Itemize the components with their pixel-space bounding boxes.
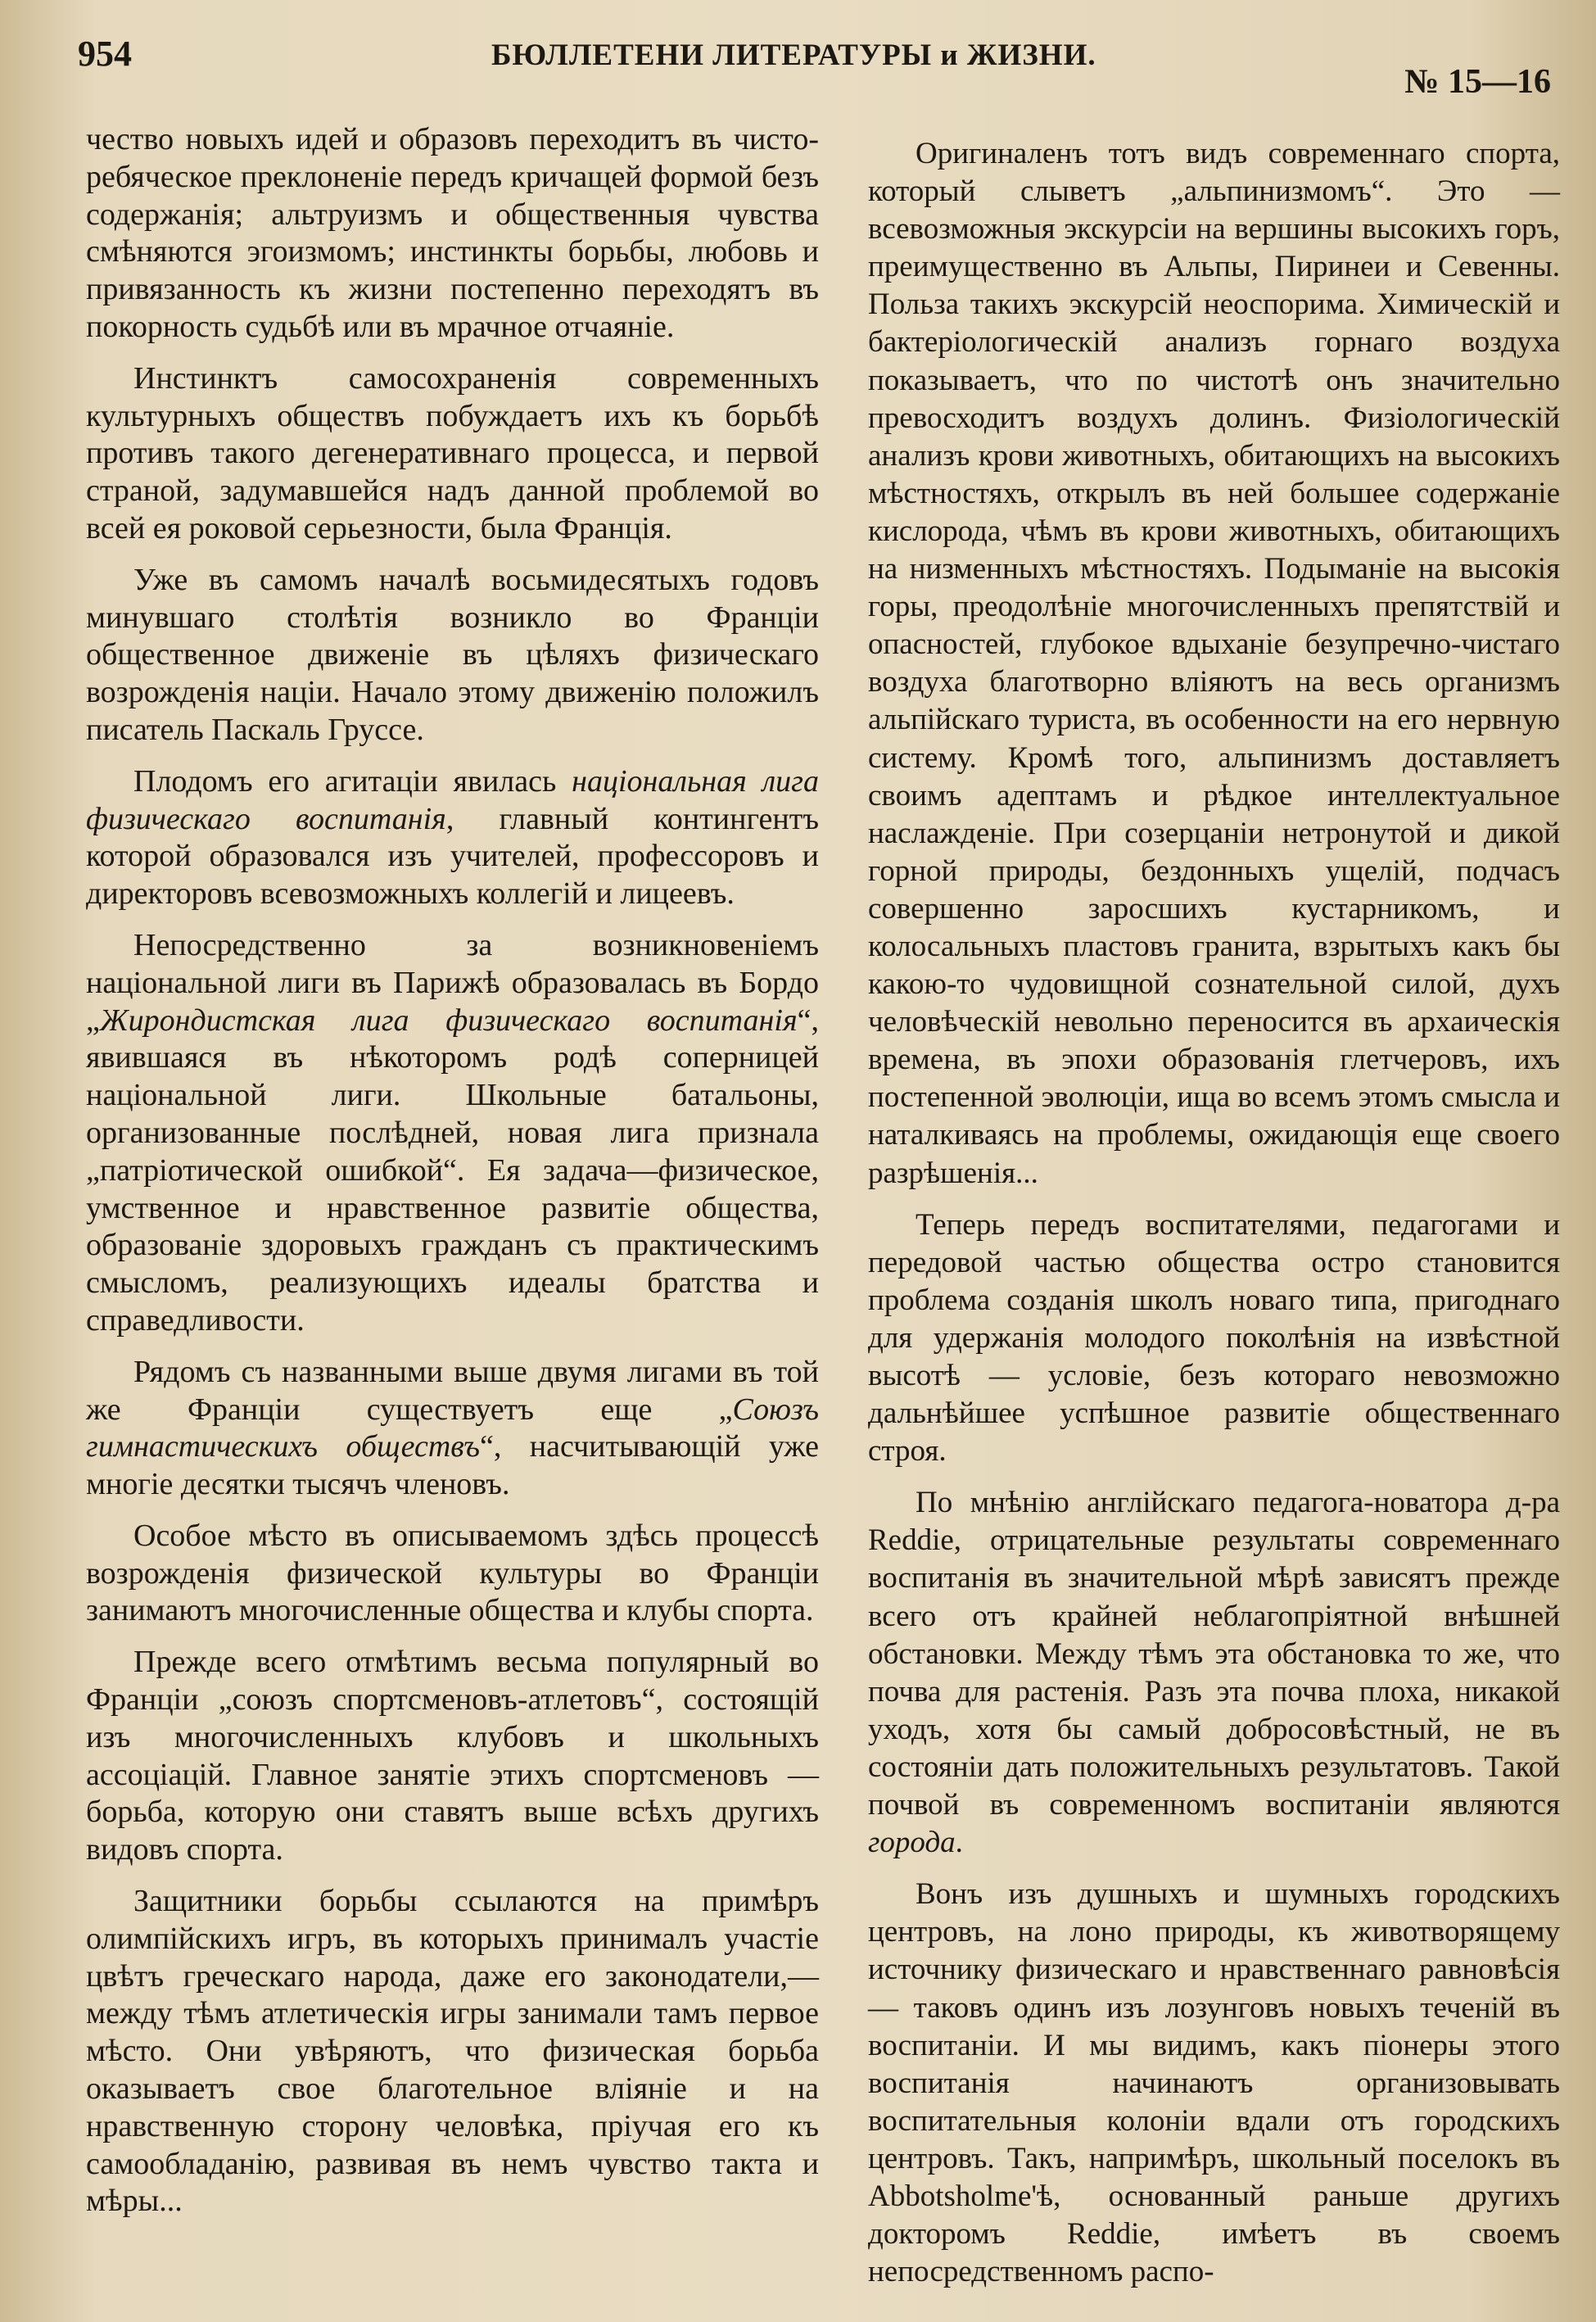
paragraph: [868, 1876, 1560, 2291]
italic-text: національная лига физическаго воспитанія: [86, 763, 819, 836]
running-title: БЮЛЛЕТЕНИ ЛИТЕРАТУРЫ и ЖИЗНИ.: [491, 38, 1096, 72]
text-run: Плодомъ его агитаціи явилась: [133, 763, 572, 799]
paragraph: [868, 1206, 1560, 1471]
text-run: “, явившаяся въ нѣкоторомъ родѣ соперницей національной лиги. Школьные батальоны, организованные послѣдней, новая лига признала „патріотической ошибкой“. Ея задача—физическое, умственное и нравственное развитіе общества, образованіе здоровыхъ гражданъ съ практическимъ смысломъ, реализующихъ идеалы братства и справедливости.: [86, 1003, 819, 1338]
text-run: Прежде всего отмѣтимъ весьма популярный во Франціи „союзъ спортсменовъ-атлетовъ“, состоящій изъ многочисленныхъ клубовъ и школьныхъ ассоціацій. Главное занятіе этихъ спортсменовъ — борьба, которую они ставятъ выше всѣхъ другихъ видовъ спорта.: [86, 1645, 819, 1867]
italic-text: Союзъ гимнастическихъ обществъ: [86, 1392, 819, 1464]
text-run: Инстинктъ самосохраненія современныхъ культурныхъ обществъ побуждаетъ ихъ къ борьбѣ противъ такого дегенеративнаго процесса, и первой страной, задумавшейся надъ данной проблемой во всей ея роковой серьезности, была Франція.: [86, 360, 819, 545]
text-run: Оригиналенъ тотъ видъ современнаго спорта, который слыветъ „альпинизмомъ“. Это — всевозможныя экскурсіи на вершины высокихъ горъ, преимущественно въ Альпы, Пиринеи и Севенны. Польза такихъ экскурсій неоспорима. Химическій и бактеріологическій анализъ горнаго воздуха показываетъ, что по чистотѣ онъ значительно превосходитъ воздухъ долинъ. Физіологическій анализъ крови животныхъ, обитающихъ на высокихъ мѣстностяхъ, открылъ въ ней большее содержаніе кислорода, чѣмъ въ крови животныхъ, обитающихъ на низменныхъ мѣстностяхъ. Подыманіе на высокія горы, преодолѣніе многочисленныхъ препятствій и опасностей, глубокое вдыханіе безупречно-чистаго воздуха благотворно вліяютъ на весь организмъ альпійскаго туриста, въ особенности на его нервную систему. Кромѣ того, альпинизмъ доставляетъ своимъ адептамъ и рѣдкое интеллектуальное наслажденіе. При созерцаніи нетронутой и дикой горной природы, бездонныхъ ущелій, подчасъ совершенно заросшихъ кустарникомъ, и колосальныхъ пластовъ гранита, взрытыхъ какъ бы какою-то чудовищной сознательной силой, духъ человѣческій невольно переносится въ архаическія времена, въ эпохи образованія глетчеровъ, ихъ постепенной эволюціи, ища во всемъ этомъ смысла и наталкиваясь на проблемы, ожидающія еще своего разрѣшенія...: [868, 137, 1560, 1190]
text-run: Вонъ изъ душныхъ и шумныхъ городскихъ центровъ, на лоно природы, къ животворящему источнику физическаго и нравственнаго равновѣсія — таковъ одинъ изъ лозунговъ новыхъ теченій въ воспитаніи. И мы видимъ, какъ піонеры этого воспитанія начинаютъ организовывать воспитательныя колоніи вдали отъ городскихъ центровъ. Такъ, напримѣръ, школьный поселокъ въ Abbotsholme'ѣ, основанный раньше другихъ докторомъ Reddie, имѣетъ въ своемъ непосредственномъ распо-: [868, 1877, 1560, 2289]
paragraph: [86, 763, 819, 913]
paragraph: [86, 360, 819, 548]
paragraph: [86, 562, 819, 749]
issue-number: № 15—16: [1404, 63, 1551, 101]
text-run: , главный контингентъ которой образовался изъ учителей, профессоровъ и директоровъ всевозможныхъ коллегій и лицеевъ.: [86, 801, 819, 912]
text-run: Уже въ самомъ началѣ восьмидесятыхъ годовъ минувшаго столѣтія возникло во Франціи общественное движеніе въ цѣляхъ физическаго возрожденія націи. Начало этому движенію положилъ писатель Паскаль Груссе.: [86, 562, 819, 747]
left-column: [86, 121, 819, 2234]
paragraph: [86, 121, 819, 346]
paragraph: [868, 135, 1560, 1193]
paragraph: [86, 1883, 819, 2220]
text-run: Защитники борьбы ссылаются на примѣръ олимпійскихъ игръ, въ которыхъ принималъ участіе цвѣтъ греческаго народа, даже его законодатели,— между тѣмъ атлетическія игры занимали тамъ первое мѣсто. Они увѣряютъ, что физическая борьба оказываетъ свое благотельное вліяніе и на нравственную сторону человѣка, пріучая его къ самообладанію, развивая въ немъ чувство такта и мѣры...: [86, 1884, 819, 2219]
page-header: [78, 33, 1563, 101]
text-run: Особое мѣсто въ описываемомъ здѣсь процессѣ возрожденія физической культуры во Франціи занимаютъ многочисленные общества и клубы спорта.: [86, 1518, 819, 1628]
text-run: чество новыхъ идей и образовъ переходитъ въ чисто-ребяческое преклоненіе передъ кричащей формой безъ содержанія; альтруизмъ и общественныя чувства смѣняются эгоизмомъ; инстинкты борьбы, любовь и привязанность къ жизни постепенно переходятъ въ покорность судьбѣ или въ мрачное отчаяніе.: [86, 122, 819, 344]
right-column: [868, 135, 1560, 2305]
paragraph: [868, 1484, 1560, 1862]
paragraph: [86, 927, 819, 1340]
paragraph: [86, 1644, 819, 1869]
text-run: По мнѣнію англійскаго педагога-новатора д-ра Reddie, отрицательные результаты современнаго воспитанія въ значительной мѣрѣ зависятъ прежде всего отъ крайней неблагопріятной внѣшней обстановки. Между тѣмъ эта обстановка то же, что почва для растенія. Разъ эта почва плоха, никакой уходъ, хотя бы самый добросовѣстный, не въ состояніи дать положительныхъ результатовъ. Такой почвой въ современномъ воспитаніи являются: [868, 1486, 1560, 1822]
text-run: “, насчитывающій уже многіе десятки тысячъ членовъ.: [86, 1429, 819, 1502]
paragraph: [86, 1518, 819, 1630]
text-run: Непосредственно за возникновеніемъ національной лиги въ Парижѣ образовалась въ Бордо „: [86, 927, 819, 1038]
text-run: .: [955, 1826, 963, 1860]
page-number: 954: [78, 34, 132, 74]
italic-text: города: [868, 1826, 956, 1860]
text-run: Рядомъ съ названными выше двумя лигами въ той же Франціи существуетъ еще „: [86, 1354, 819, 1427]
text-run: Теперь передъ воспитателями, педагогами и передовой частью общества остро становится проблема созданія школъ новаго типа, пригоднаго для удержанія молодого поколѣнія на извѣстной высотѣ — условіе, безъ котораго невозможно дальнѣйшее успѣшное развитіе общественнаго строя.: [868, 1207, 1560, 1469]
italic-text: Жирондистская лига физическаго воспитанія: [99, 1003, 798, 1038]
paragraph: [86, 1354, 819, 1504]
